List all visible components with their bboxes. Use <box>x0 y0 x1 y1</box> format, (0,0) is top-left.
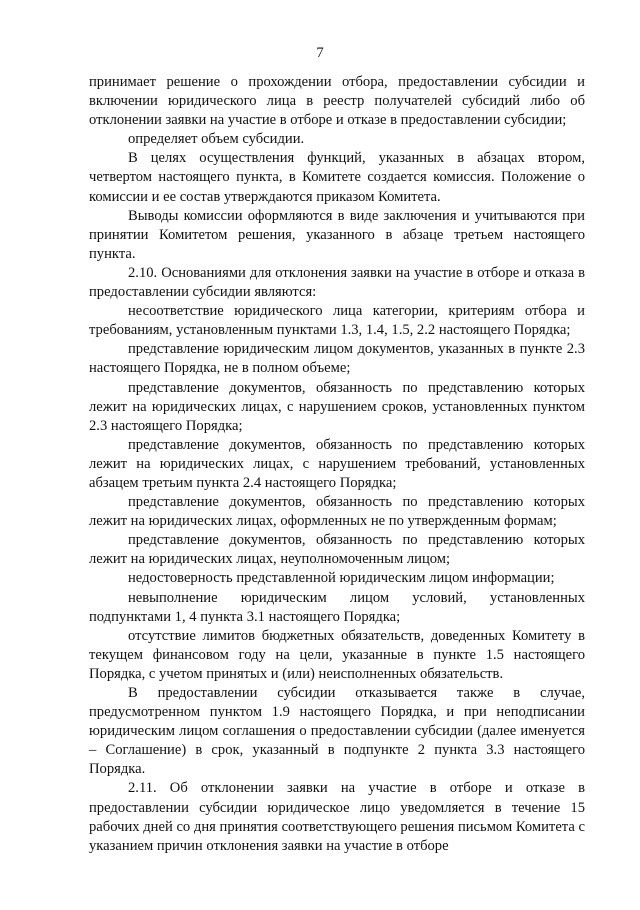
list-paragraph: представление документов, обязанность по представлению которых лежит на юридических лицах, неуполномоченным лицом; <box>89 532 585 568</box>
list-paragraph: несоответствие юридического лица категории, критериям отбора и требованиям, установленным пунктами 1.3, 1.4, 1.5, 2.2 настоящего Порядка; <box>89 303 585 339</box>
section-paragraph-2-11: 2.11. Об отклонении заявки на участие в отборе и отказе в предоставлении субсидии юридическое лицо уведомляется в течение 15 рабочих дней со дня принятия соответствующего решения письмом Комитета с указанием причин отклонения заявки на участие в отборе <box>89 780 585 854</box>
list-paragraph: представление документов, обязанность по представлению которых лежит на юридических лицах, с нарушением требований, установленных абзацем третьим пункта 2.4 настоящего Порядка; <box>89 436 585 491</box>
paragraph: определяет объем субсидии. <box>128 131 305 148</box>
list-paragraph: отсутствие лимитов бюджетных обязательств, доведенных Комитету в текущем финансовом году на цели, указанные в пункте 1.5 настоящего Порядка, с учетом принятых и (или) неисполненных обязательств. <box>89 627 585 682</box>
list-paragraph: представление юридическим лицом документов, указанных в пункте 2.3 настоящего Порядка, не в полном объеме; <box>89 341 585 377</box>
section-paragraph-2-10: 2.10. Основаниями для отклонения заявки на участие в отборе и отказа в предоставлении субсидии являются: <box>89 264 585 301</box>
paragraph: принимает решение о прохождении отбора, предоставлении субсидии и включении юридического лица в реестр получателей субсидий либо об отклонении заявки на участие в отборе и отказе в предоставлении субсидии; <box>89 74 585 129</box>
document-body <box>89 73 585 856</box>
page-number: 7 <box>316 45 324 61</box>
list-paragraph: представление документов, обязанность по представлению которых лежит на юридических лицах, с нарушением сроков, установленных пунктом 2.3 настоящего Порядка; <box>89 379 585 434</box>
paragraph: Выводы комиссии оформляются в виде заключения и учитываются при принятии Комитетом решения, указанного в абзаце третьем настоящего пункта. <box>89 207 585 262</box>
list-paragraph: недостоверность представленной юридическим лицом информации; <box>128 570 555 587</box>
paragraph: В целях осуществления функций, указанных в абзацах втором, четвертом настоящего пункта, в Комитете создается комиссия. Положение о комиссии и ее состав утверждаются приказом Комитета. <box>89 150 585 205</box>
list-paragraph: невыполнение юридическим лицом условий, установленных подпунктами 1, 4 пункта 3.1 настоящего Порядка; <box>89 589 585 625</box>
list-paragraph: представление документов, обязанность по представлению которых лежит на юридических лицах, оформленных не по утвержденным формам; <box>89 494 585 530</box>
paragraph: В предоставлении субсидии отказывается также в случае, предусмотренном пунктом 1.9 настоящего Порядка, и при неподписании юридическим лицом соглашения о предоставлении субсидии (далее именуется – Соглашение) в срок, указанный в подпункте 2 пункта 3.3 настоящего Порядка. <box>89 685 585 778</box>
